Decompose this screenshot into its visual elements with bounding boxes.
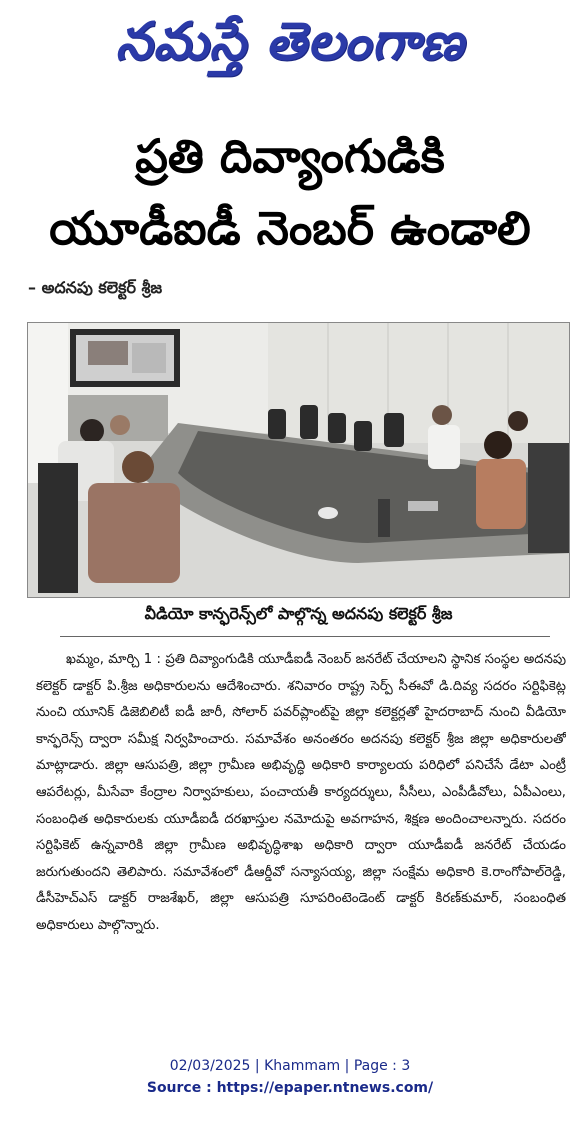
- article-body: ఖమ్మం, మార్చి 1 : ప్రతి దివ్యాంగుడికి యూడీఐడీ నెంబర్ జనరేట్ చేయాలని స్థానిక సంస్థల అదనపు కలెక్టర్ డాక్టర్ పి.శ్రీజ అధికారులను ఆదేశించారు. శనివారం రాష్ట్ర సెర్ప్ సీఈవో డి.దివ్య సదరం సర్టిఫికెట్ల నుంచి యూనిక్ డిజెబిలిటీ ఐడీ జారీ, సోలార్ పవర్‌ప్లాంట్‌పై జిల్లా కలెక్టర్లతో హైదరాబాద్ నుంచి వీడియో కాన్ఫరెన్స్ ద్వారా సమీక్ష నిర్వహించారు. సమావేశం అనంతరం అదనపు కలెక్టర్ శ్రీజ జిల్లా అధికారులతో మాట్లాడారు. జిల్లా ఆసుపత్రి, జిల్లా గ్రామీణ అభివృద్ధి అధికారి కార్యాలయ పరిధిలో పనిచేసే డేటా ఎంట్రీ ఆపరేటర్లు, మీసేవా కేంద్రాల నిర్వాహకులు, పంచాయతీ కార్యదర్శులు, సీసీలు, ఎంపీడీవోలు, ఏపీఎంలు, సంబంధిత అధికారులకు యూడీఐడీ దరఖాస్తుల నమోదుపై అవగాహన, శిక్షణ అందించాలన్నారు. సదరం సర్టిఫికెట్ ఉన్నవారికి జిల్లా గ్రామీణ అభివృద్ధిశాఖ అధికారి ద్వారా యూడీఐడీ జనరేట్ చేయడం జరుగుతుందని తెలిపారు. సమావేశంలో డీఆర్డీవో సన్యాసయ్య, జిల్లా సంక్షేమ అధికారి కె.రాంగోపాల్‌రెడ్డి, డీసీహెచ్ఎస్ డాక్టర్ రాజశేఖర్, జిల్లా ఆసుపత్రి సూపరింటెండెంట్ డాక్టర్ కిరణ్‌కుమార్, సంబంధిత అధికారులు పాల్గొన్నారు.: [36, 652, 566, 933]
- meeting-room-photo: [28, 323, 570, 598]
- divider-line: [60, 636, 550, 637]
- news-photo: [27, 322, 570, 598]
- headline-line-2: యూడీఐడీ నెంబర్ ఉండాలి: [49, 201, 531, 255]
- headline-line-1: ప్రతి దివ్యాంగుడికి: [135, 129, 445, 183]
- footer-source: Source : https://epaper.ntnews.com/: [146, 1080, 434, 1096]
- footer-date-edition: 02/03/2025 | Khammam | Page : 3: [169, 1058, 411, 1074]
- masthead-logo-text: నమస్తే తెలంగాణ: [115, 11, 465, 72]
- photo-caption: వీడియో కాన్ఫరెన్స్‌లో పాల్గొన్న అదనపు కలెక్టర్ శ్రీజ: [144, 604, 453, 623]
- byline: – అదనపు కలెక్టర్ శ్రీజ: [28, 278, 163, 297]
- newspaper-masthead: [0, 6, 580, 78]
